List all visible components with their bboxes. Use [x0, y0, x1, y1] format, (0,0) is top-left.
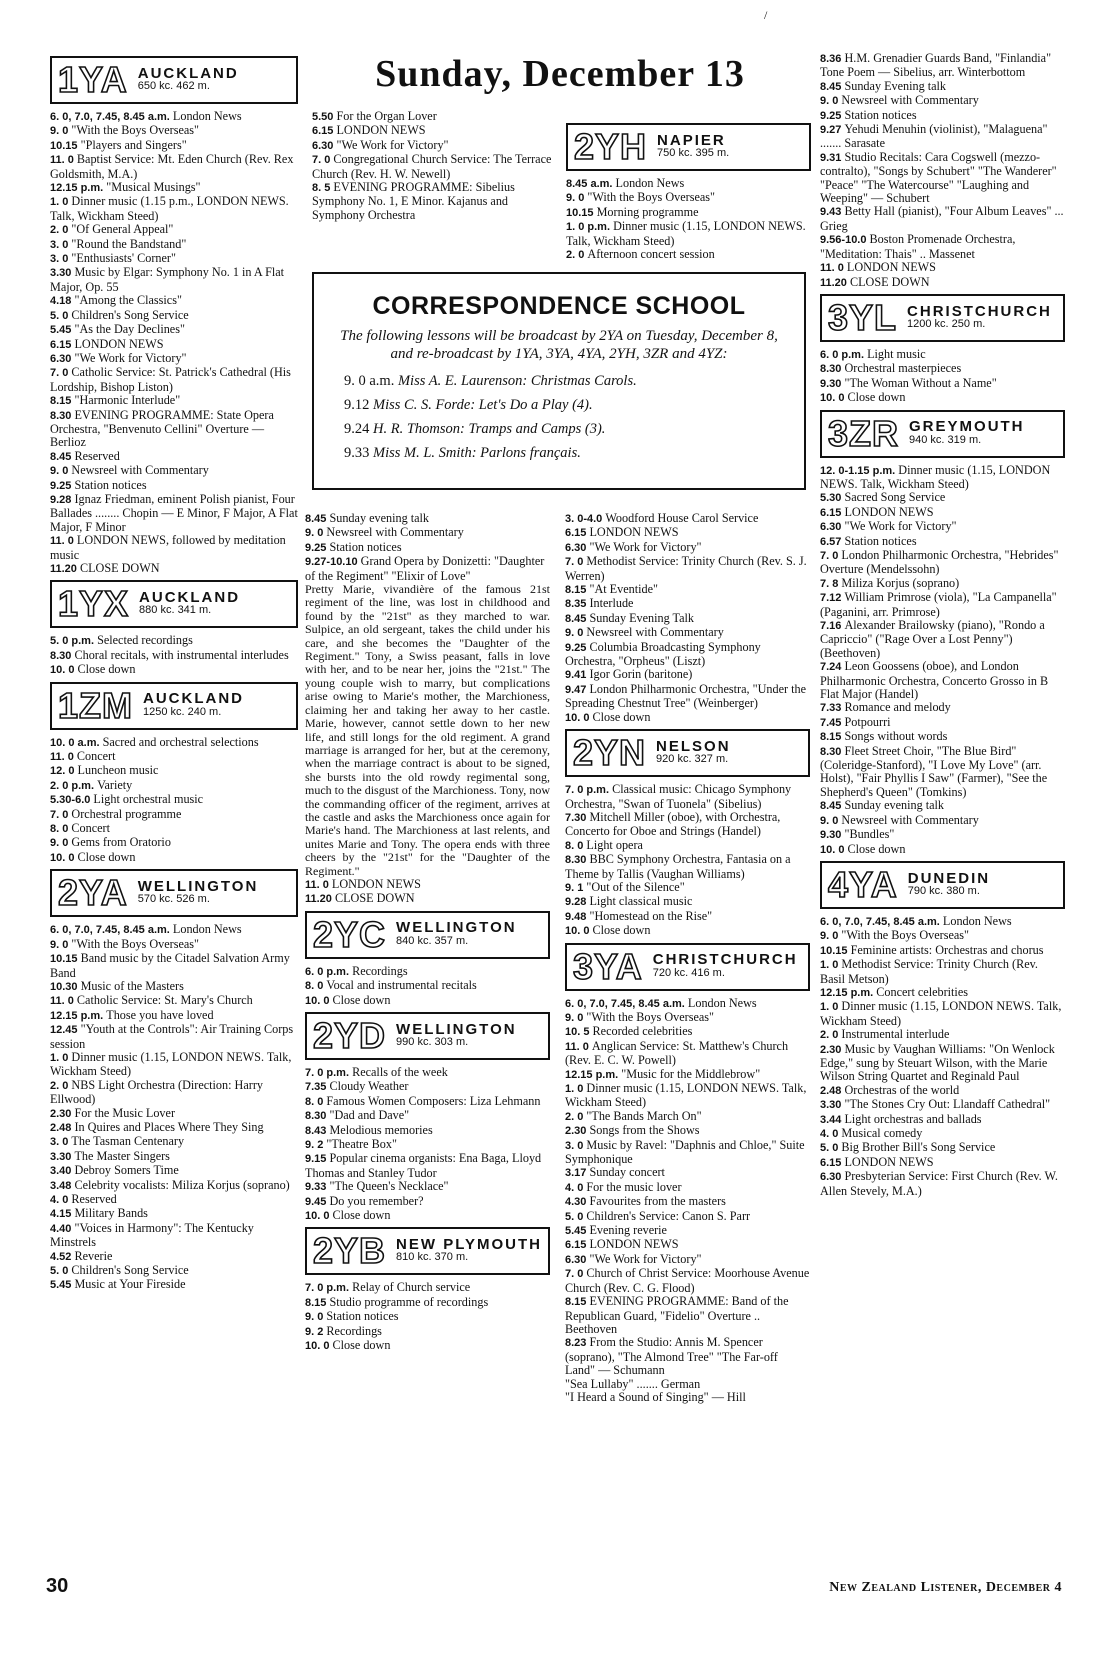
column-3-top	[566, 119, 811, 262]
lesson-item: 9. 0 a.m. Miss A. E. Laurenson: Christmas Carols.	[344, 373, 637, 389]
station-frequency: 880 kc. 341 m.	[139, 604, 212, 617]
schedule-entry: 6.15 LONDON NEWS	[565, 1237, 679, 1252]
schedule-entry: 11. 0 Concert	[50, 749, 116, 764]
station-header-2yn	[565, 729, 810, 777]
station-city: NEW PLYMOUTH	[396, 1236, 542, 1254]
schedule-entry: 9. 0 "With the Boys Overseas"	[566, 190, 715, 205]
station-logo: 3YA	[573, 945, 643, 987]
station-city: AUCKLAND	[139, 589, 241, 606]
schedule-entry: 3. 0 "Enthusiasts' Corner"	[50, 251, 176, 266]
schedule-entry: 9.48 "Homestead on the Rise"	[565, 908, 713, 923]
column-3-lower	[565, 512, 810, 1404]
schedule-entry: 8.45 Sunday evening talk	[820, 798, 944, 813]
schedule-entry: 9.28 Light classical music	[565, 894, 693, 909]
schedule-entry: 9.33 "The Queen's Necklace"	[305, 1179, 449, 1194]
schedule-entry: 5.30 Sacred Song Service	[820, 490, 946, 505]
schedule-entry: 6.30 Presbyterian Service: First Church (Rev. W. Allen Stevely, M.A.)	[820, 1169, 1058, 1198]
schedule-entry: 9.27-10.10 Grand Opera by Donizetti: "Daughter of the Regiment" "Elixir of Love"	[305, 554, 545, 583]
schedule-entry: 5. 0 Children's Service: Canon S. Parr	[565, 1208, 751, 1223]
schedule-entry: 2. 0 "The Bands March On"	[565, 1108, 702, 1123]
lesson-item: 9.33 Miss M. L. Smith: Parlons français.	[344, 445, 581, 461]
station-city: CHRISTCHURCH	[652, 951, 798, 969]
magazine-footer: New Zealand Listener, December 4	[829, 1580, 1062, 1595]
station-frequency: 1200 kc. 250 m.	[907, 317, 986, 330]
schedule-entry: 4. 0 Musical comedy	[820, 1126, 923, 1140]
schedule-3ya-continued	[820, 52, 1065, 290]
schedule-entry: 8. 0 Vocal and instrumental recitals	[305, 978, 477, 993]
schedule-entry: 7. 0 p.m. Recalls of the week	[305, 1065, 448, 1079]
page-number: 30	[46, 1575, 69, 1597]
schedule-entry: 3.30 The Master Singers	[50, 1148, 170, 1163]
schedule-entry: 9. 0 Station notices	[305, 1309, 399, 1324]
station-logo: 2YB	[313, 1230, 387, 1272]
station-frequency: 990 kc. 303 m.	[396, 1036, 469, 1048]
schedule-entry: 7.33 Romance and melody	[820, 700, 951, 715]
schedule-entry: 9.31 Studio Recitals: Cara Cogswell (mezzo-contralto), "Songs by Schubert" "The Wanderer" "Peace" "The Watercourse" "Laughing and Weeping" — Schubert	[820, 149, 1057, 206]
schedule-entry: 9.25 Station notices	[305, 539, 402, 554]
schedule-entry: 10. 0 Close down	[820, 841, 906, 856]
station-header-2yb	[305, 1227, 550, 1275]
opera-synopsis: Pretty Marie, vivandière of the famous 21st regiment of the line, was lost in childhood and found by the "21st" as they marched to war. Sulpice, an old sergeant, takes the child under his care, and she becomes the "Daughter of the Regiment." Tony, a Swiss peasant, falls in love with her, and to be near her, joins the "21st." The young couple wish to marry, but complications arise owing to Marie's mother, the Marchioness, claiming her and taking her away to her castle. Marie, however, cannot settle down to her new life, and still longs for the old regiment. A grand marriage is arranged for her, but at the ceremony, when the marriage contract is about to be signed, she bursts into the old rowdy regimental song, much to the disgust of the Marchioness. Tony, now the commanding officer of the regiment, arrives at the castle and asks the Marchioness once again for Marie's hand. The Marchioness at last relents, and unites Marie and Tony. The opera ends with three cheers by the "21st" for the "Daughter of the Regiment."	[305, 582, 550, 878]
schedule-entry: 3.30 "The Stones Cry Out: Llandaff Cathedral"	[820, 1097, 1051, 1112]
schedule-entry: 11. 0 Catholic Service: St. Mary's Church	[50, 993, 253, 1008]
schedule-entry: 1. 0 Dinner music (1.15, LONDON NEWS. Talk, Wickham Steed)	[50, 1049, 292, 1079]
station-city: DUNEDIN	[907, 869, 991, 887]
schedule-entry: 10.15 Band music by the Citadel Salvation Army Band	[50, 951, 290, 980]
schedule-entry: 3.17 Sunday concert	[565, 1165, 665, 1180]
schedule-entry: 9. 2 "Theatre Box"	[305, 1137, 397, 1152]
station-logo: 2YD	[313, 1015, 387, 1056]
schedule-entry: 3.48 Celebrity vocalists: Miliza Korjus (soprano)	[50, 1177, 290, 1192]
schedule-entry: 12. 0-1.15 p.m. Dinner music (1.15, LONDON NEWS. Talk, Wickham Steed)	[820, 462, 1051, 491]
schedule-entry: 10. 0 Close down	[305, 1338, 391, 1353]
column-2-lower	[305, 512, 550, 1354]
station-header-2ya	[50, 869, 298, 917]
station-city: AUCKLAND	[143, 690, 244, 708]
schedule-entry: 9. 0 Newsreel with Commentary	[305, 525, 464, 540]
station-frequency: 720 kc. 416 m.	[652, 966, 725, 979]
schedule-entry: 10. 0 Close down	[565, 709, 651, 724]
schedule-entry: 8.45 a.m. London News	[566, 176, 685, 190]
lesson-list	[344, 369, 786, 465]
correspondence-title: CORRESPONDENCE SCHOOL	[372, 292, 746, 320]
schedule-entry: 8.45 Sunday evening talk	[305, 511, 429, 525]
schedule-entry: 2.30 Songs from the Shows	[565, 1123, 700, 1138]
schedule-entry: 4.52 Reverie	[50, 1248, 113, 1263]
schedule-entry: 9.47 London Philharmonic Orchestra, "Under the Spreading Chestnut Tree" (Weinberger)	[565, 681, 806, 711]
schedule-entry: 4.18 "Among the Classics"	[50, 293, 182, 308]
schedule-entry: 9.43 Betty Hall (pianist), "Four Album Leaves" ... Grieg	[820, 204, 1064, 233]
schedule-entry: 4.15 Military Bands	[50, 1206, 148, 1221]
station-logo: 2YC	[313, 913, 387, 955]
schedule-entry: 9.25 Station notices	[820, 107, 917, 122]
schedule-2ya-continued	[312, 110, 557, 222]
schedule-2yd	[305, 1066, 550, 1223]
schedule-3yl	[820, 348, 1065, 406]
schedule-entry: 3.30 Music by Elgar: Symphony No. 1 in A Flat Major, Op. 55	[50, 265, 285, 294]
schedule-entry: 9.25 Station notices	[50, 477, 147, 492]
schedule-entry: 8.30 Choral recitals, with instrumental interludes	[50, 647, 289, 662]
corner-mark: /	[764, 8, 768, 22]
schedule-entry: 6. 0, 7.0, 7.45, 8.45 a.m. London News	[50, 922, 242, 937]
schedule-entry: 10. 0 Close down	[565, 923, 651, 938]
schedule-entry: 8.15 Songs without words	[820, 729, 948, 744]
schedule-1yx	[50, 634, 298, 677]
schedule-entry: 7.12 William Primrose (viola), "La Campanella" (Paganini, arr. Primrose)	[820, 590, 1057, 619]
schedule-entry: 8. 0 Light opera	[565, 837, 643, 852]
schedule-entry: 5.45 Evening reverie	[565, 1223, 667, 1238]
schedule-entry: 5. 0 Big Brother Bill's Song Service	[820, 1140, 996, 1155]
schedule-entry: 9.30 "Bundles"	[820, 827, 895, 842]
station-frequency: 810 kc. 370 m.	[396, 1251, 469, 1264]
schedule-entry: 5.45 Music at Your Fireside	[50, 1277, 186, 1292]
station-city: NAPIER	[657, 131, 726, 149]
lesson-item: 9.12 Miss C. S. Forde: Let's Do a Play (4).	[344, 397, 593, 413]
schedule-entry: 9.27 Yehudi Menuhin (violinist), "Malaguena" ....... Sarasate	[820, 122, 1048, 151]
schedule-entry: 6.15 LONDON NEWS	[50, 336, 164, 351]
schedule-entry: 7. 0 Catholic Service: St. Patrick's Cathedral (His Lordship, Bishop Liston)	[50, 365, 291, 394]
schedule-entry: 9. 0 "With the Boys Overseas"	[820, 928, 969, 943]
schedule-entry: 2. 0 p.m. Variety	[50, 777, 133, 792]
schedule-entry: 10.15 "Players and Singers"	[50, 137, 187, 152]
schedule-entry: 11. 0 LONDON NEWS	[820, 260, 936, 275]
station-frequency: 840 kc. 357 m.	[396, 934, 469, 947]
station-logo: 2YA	[58, 872, 128, 914]
schedule-entry: 6.57 Station notices	[820, 533, 917, 548]
schedule-entry: 2. 0 NBS Light Orchestra (Direction: Harry Ellwood)	[50, 1077, 263, 1107]
schedule-entry: 7. 0 p.m. Relay of Church service	[305, 1280, 471, 1295]
schedule-entry: 9. 0 Newsreel with Commentary	[565, 625, 724, 640]
schedule-entry: 6.30 "We Work for Victory"	[50, 350, 187, 365]
schedule-entry: 7. 0 p.m. Classical music: Chicago Symphony Orchestra, "Swan of Tuonela" (Sibelius)	[565, 782, 792, 811]
schedule-entry: 8.36 H.M. Grenadier Guards Band, "Finlandia" Tone Poem — Sibelius, arr. Winterbottom	[820, 51, 1052, 80]
schedule-entry: 12. 0 Luncheon music	[50, 763, 159, 778]
schedule-entry: 11. 0 LONDON NEWS, followed by meditation music	[50, 533, 286, 562]
station-frequency: 570 kc. 526 m.	[137, 893, 210, 906]
schedule-entry: 7.24 Leon Goossens (oboe), and London Philharmonic Orchestra, Concerto Grosso in B Flat Major (Handel)	[820, 659, 1049, 702]
schedule-entry: 9. 0 "With the Boys Overseas"	[565, 1009, 714, 1024]
schedule-entry: 7.30 Mitchell Miller (oboe), with Orchestra, Concerto for Oboe and Strings (Handel)	[565, 809, 781, 839]
station-header-3ya	[565, 943, 810, 991]
schedule-entry: 12.45 "Youth at the Controls": Air Training Corps session	[50, 1022, 294, 1051]
schedule-entry: 2.48 Orchestras of the world	[820, 1082, 960, 1097]
schedule-2yh-close	[305, 878, 550, 907]
schedule-entry: 8.43 Melodious memories	[305, 1122, 433, 1137]
station-frequency: 750 kc. 395 m.	[657, 147, 730, 159]
schedule-entry: 1. 0 p.m. Dinner music (1.15, LONDON NEWS. Talk, Wickham Steed)	[566, 219, 806, 248]
schedule-entry: 10. 5 Recorded celebrities	[565, 1024, 693, 1039]
schedule-entry: 6.15 LONDON NEWS	[820, 504, 934, 519]
station-header-1yx	[50, 580, 298, 628]
schedule-entry: 10. 0 Close down	[50, 849, 136, 864]
schedule-entry: 10. 0 Close down	[820, 390, 906, 405]
page-headline: Sunday, December 13	[375, 53, 745, 95]
schedule-entry: 8.35 Interlude	[565, 596, 634, 611]
schedule-entry: 9. 1 "Out of the Silence"	[565, 879, 685, 894]
schedule-entry: 3. 0-4.0 Woodford House Carol Service	[565, 511, 759, 525]
schedule-entry: 8. 5 EVENING PROGRAMME: Sibelius Symphony No. 1, E Minor. Kajanus and Symphony Orchestra	[312, 180, 515, 222]
schedule-2yh	[566, 177, 811, 262]
station-city: AUCKLAND	[137, 64, 239, 82]
schedule-entry: 8. 0 Concert	[50, 821, 110, 836]
schedule-entry: 6. 0, 7.0, 7.45, 8.45 a.m. London News	[820, 913, 1012, 928]
schedule-entry: 9.15 Popular cinema organists: Ena Baga, Lloyd Thomas and Stanley Tudor	[305, 1151, 542, 1180]
station-header-4ya	[820, 861, 1065, 909]
schedule-entry: 8.30 EVENING PROGRAMME: State Opera Orchestra, "Benvenuto Cellini" Overture — Berlioz	[50, 407, 274, 450]
schedule-entry: 3.40 Debroy Somers Time	[50, 1163, 179, 1178]
schedule-entry: 8.45 Reserved	[50, 448, 120, 463]
schedule-entry: 8.30 Orchestral masterpieces	[820, 361, 962, 376]
schedule-entry: 6. 0 p.m. Light music	[820, 346, 926, 361]
station-frequency: 790 kc. 380 m.	[907, 884, 980, 897]
schedule-3zr	[820, 464, 1065, 857]
station-header-1zm	[50, 682, 298, 730]
station-logo: 2YH	[574, 126, 648, 167]
schedule-entry: 11.20 CLOSE DOWN	[50, 561, 160, 575]
schedule-entry: "I Heard a Sound of Singing" — Hill	[565, 1389, 746, 1404]
schedule-entry: 12.15 p.m. "Music for the Middlebrow"	[565, 1066, 761, 1081]
station-city: WELLINGTON	[396, 1020, 517, 1038]
schedule-4ya	[820, 915, 1065, 1198]
schedule-entry: 8.30 Fleet Street Choir, "The Blue Bird" (Coleridge-Stanford), "I Love My Love" (arr. Holst), "Fair Phyllis I Saw" (Farmer), "See the Shepherd's Queen" (Tomkins)	[820, 743, 1048, 799]
schedule-entry: 6.30 "We Work for Victory"	[565, 1251, 702, 1266]
schedule-2yn	[565, 783, 810, 938]
schedule-entry: 5.45 "As the Day Declines"	[50, 322, 185, 337]
station-logo: 4YA	[828, 863, 898, 905]
schedule-entry: 2. 0 "Of General Appeal"	[50, 222, 174, 237]
schedule-entry: 11.20 CLOSE DOWN	[820, 274, 930, 289]
schedule-entry: 8. 0 Famous Women Composers: Liza Lehmann	[305, 1093, 541, 1108]
schedule-entry: 3. 0 "Round the Bandstand"	[50, 236, 187, 251]
schedule-entry: 10. 0 a.m. Sacred and orchestral selections	[50, 734, 259, 749]
schedule-entry: 8.45 Sunday Evening Talk	[565, 610, 695, 625]
station-header-1ya	[50, 56, 298, 104]
schedule-entry: 2.30 Music by Vaughan Williams: "On Wenlock Edge," sung by Steuart Wilson, with the Marie Wilson String Quartet and Reginald Paul	[820, 1041, 1055, 1084]
schedule-entry: 5. 0 Children's Song Service	[50, 307, 189, 322]
schedule-entry: 8.15 "Harmonic Interlude"	[50, 393, 181, 408]
schedule-entry: 6.15 LONDON NEWS	[312, 123, 426, 138]
schedule-2yh-afternoon	[565, 512, 810, 725]
schedule-entry: 7. 0 Methodist Service: Trinity Church (Rev. S. J. Werren)	[565, 554, 807, 583]
schedule-entry: 5. 0 Children's Song Service	[50, 1263, 189, 1278]
schedule-entry: 8.30 BBC Symphony Orchestra, Fantasia on a Theme by Tallis (Vaughan Williams)	[565, 852, 791, 881]
schedule-entry: 9.56-10.0 Boston Promenade Orchestra, "Meditation: Thais" .. Massenet	[820, 232, 1016, 261]
schedule-entry: 10. 0 Close down	[50, 662, 136, 677]
schedule-entry: 2. 0 Instrumental interlude	[820, 1027, 950, 1042]
schedule-entry: 10.30 Music of the Masters	[50, 978, 184, 993]
schedule-1zm	[50, 736, 298, 866]
schedule-entry: 9.45 Do you remember?	[305, 1193, 424, 1208]
schedule-2yh-evening	[305, 512, 550, 583]
station-header-2yd	[305, 1012, 550, 1060]
station-city: WELLINGTON	[137, 877, 259, 895]
schedule-entry: 2.30 For the Music Lover	[50, 1105, 175, 1120]
station-logo: 1ZM	[58, 684, 133, 726]
schedule-entry: 4.40 "Voices in Harmony": The Kentucky Minstrels	[50, 1220, 254, 1250]
schedule-2yc	[305, 965, 550, 1008]
schedule-entry: 6.30 "We Work for Victory"	[565, 539, 702, 554]
schedule-1ya	[50, 110, 298, 576]
schedule-entry: 9. 0 "With the Boys Overseas"	[50, 123, 199, 138]
schedule-entry: 6.30 "We Work for Victory"	[820, 519, 957, 534]
station-header-3yl	[820, 294, 1065, 342]
schedule-entry: 9. 0 Newsreel with Commentary	[820, 93, 979, 108]
correspondence-intro: The following lessons will be broadcast by 2YA on Tuesday, December 8, and re-broadcast by 1YA, 3YA, 4YA, 2YH, 3ZR and 4YZ:	[340, 328, 778, 362]
schedule-entry: 8.23 From the Studio: Annis M. Spencer (soprano), "The Almond Tree" "The Far-off Land" — Schumann	[565, 1335, 778, 1378]
schedule-entry: 9.28 Ignaz Friedman, eminent Polish pianist, Four Ballades ........ Chopin — E Minor, F Major, A Flat Major, F Minor	[50, 491, 298, 534]
schedule-2ya	[50, 923, 298, 1293]
schedule-entry: 8.15 Studio programme of recordings	[305, 1294, 489, 1309]
schedule-entry: 6. 0 p.m. Recordings	[305, 963, 408, 978]
schedule-entry: 6.15 LONDON NEWS	[565, 525, 679, 540]
schedule-entry: 3.44 Light orchestras and ballads	[820, 1111, 982, 1126]
schedule-entry: 6. 0, 7.0, 7.45, 8.45 a.m. London News	[50, 109, 242, 123]
schedule-entry: 7. 0 London Philharmonic Orchestra, "Hebrides" Overture (Mendelssohn)	[820, 547, 1059, 577]
schedule-entry: 9. 0 Newsreel with Commentary	[50, 463, 209, 478]
column-1	[50, 52, 298, 1293]
schedule-entry: 7.45 Potpourri	[820, 714, 891, 729]
schedule-entry: 9. 0 "With the Boys Overseas"	[50, 936, 199, 951]
station-header-3zr	[820, 410, 1065, 458]
schedule-entry: "Sea Lullaby" ....... German	[565, 1376, 701, 1391]
schedule-entry: 10.15 Feminine artists: Orchestras and chorus	[820, 942, 1044, 957]
schedule-entry: 6. 0, 7.0, 7.45, 8.45 a.m. London News	[565, 995, 757, 1010]
schedule-entry: 7. 0 Orchestral programme	[50, 806, 182, 821]
schedule-entry: 5. 0 p.m. Selected recordings	[50, 633, 193, 648]
schedule-entry: 3. 0 The Tasman Centenary	[50, 1134, 185, 1149]
schedule-entry: 6.30 "We Work for Victory"	[312, 137, 449, 152]
station-frequency: 920 kc. 327 m.	[656, 753, 729, 766]
schedule-entry: 9.41 Igor Gorin (baritone)	[565, 667, 693, 682]
schedule-entry: 7.16 Alexander Brailowsky (piano), "Rondo a Capriccio" ("Rage Over a Lost Penny") (Beethoven)	[820, 618, 1045, 660]
station-logo: 3ZR	[828, 412, 900, 454]
station-city: NELSON	[656, 737, 731, 755]
schedule-entry: 7. 8 Miliza Korjus (soprano)	[820, 575, 960, 590]
correspondence-school-box	[312, 272, 806, 490]
schedule-entry: 4. 0 For the music lover	[565, 1179, 682, 1194]
schedule-entry: 10. 0 Close down	[305, 1208, 391, 1223]
station-logo: 2YN	[573, 732, 647, 774]
schedule-entry: 9.30 "The Woman Without a Name"	[820, 375, 997, 390]
schedule-entry: 5.50 For the Organ Lover	[312, 109, 437, 123]
schedule-entry: 12.15 p.m. "Musical Musings"	[50, 180, 201, 195]
column-2-top	[312, 110, 557, 222]
schedule-3ya	[565, 997, 810, 1405]
schedule-entry: 7. 0 Congregational Church Service: The Terrace Church (Rev. H. W. Newell)	[312, 152, 552, 181]
schedule-entry: 9. 0 Gems from Oratorio	[50, 835, 171, 850]
schedule-entry: 7.35 Cloudy Weather	[305, 1079, 409, 1094]
schedule-entry: 8.15 "At Eventide"	[565, 582, 658, 597]
schedule-entry: 1. 0 Methodist Service: Trinity Church (Rev. Basil Metson)	[820, 957, 1038, 986]
schedule-entry: 1. 0 Dinner music (1.15, LONDON NEWS. Talk, Wickham Steed)	[565, 1081, 807, 1110]
schedule-entry: 11. 0 LONDON NEWS	[305, 876, 421, 891]
schedule-entry: 8.15 EVENING PROGRAMME: Band of the Republican Guard, "Fidelio" Overture .. Beethoven	[565, 1294, 789, 1336]
schedule-entry: 5.30-6.0 Light orchestral music	[50, 792, 204, 807]
station-frequency: 1250 kc. 240 m.	[143, 705, 222, 718]
lesson-item: 9.24 H. R. Thomson: Tramps and Camps (3).	[344, 421, 606, 437]
station-frequency: 940 kc. 319 m.	[909, 433, 982, 446]
schedule-entry: 8.45 Sunday Evening talk	[820, 78, 947, 93]
column-4	[820, 52, 1065, 1198]
schedule-entry: 9.25 Columbia Broadcasting Symphony Orchestra, "Orpheus" (Liszt)	[565, 639, 761, 669]
schedule-entry: 8.30 "Dad and Dave"	[305, 1108, 410, 1123]
station-frequency: 650 kc. 462 m.	[137, 80, 210, 92]
station-city: CHRISTCHURCH	[907, 302, 1052, 320]
schedule-entry: 12.15 p.m. Those you have loved	[50, 1007, 214, 1022]
station-header-2yh	[566, 123, 811, 171]
schedule-entry: 2.48 In Quires and Places Where They Sing	[50, 1119, 264, 1134]
schedule-entry: 3. 0 Music by Ravel: "Daphnis and Chloe," Suite Symphonique	[565, 1137, 805, 1167]
schedule-entry: 1. 0 Dinner music (1.15, LONDON NEWS. Talk, Wickham Steed)	[820, 999, 1062, 1028]
station-logo: 1YA	[58, 59, 128, 100]
schedule-entry: 11.20 CLOSE DOWN	[305, 891, 415, 906]
schedule-entry: 9. 2 Recordings	[305, 1323, 382, 1338]
schedule-entry: 9. 0 Newsreel with Commentary	[820, 812, 979, 827]
schedule-entry: 4. 0 Reserved	[50, 1192, 117, 1206]
schedule-2yb	[305, 1281, 550, 1353]
station-header-2yc	[305, 911, 550, 959]
station-city: GREYMOUTH	[909, 418, 1025, 436]
schedule-entry: 2. 0 Afternoon concert session	[566, 247, 715, 262]
schedule-entry: 11. 0 Anglican Service: St. Matthew's Church (Rev. E. C. W. Powell)	[565, 1038, 789, 1068]
station-logo: 3YL	[828, 296, 898, 338]
station-city: WELLINGTON	[396, 919, 517, 937]
schedule-entry: 12.15 p.m. Concert celebrities	[820, 984, 968, 999]
station-logo: 1YX	[58, 583, 130, 625]
schedule-entry: 1. 0 Dinner music (1.15 p.m., LONDON NEWS. Talk, Wickham Steed)	[50, 194, 289, 223]
schedule-entry: 6.15 LONDON NEWS	[820, 1154, 934, 1169]
schedule-entry: 10.15 Morning programme	[566, 204, 699, 219]
schedule-entry: 10. 0 Close down	[305, 992, 391, 1007]
schedule-entry: 4.30 Favourites from the masters	[565, 1194, 726, 1209]
schedule-entry: 7. 0 Church of Christ Service: Moorhouse Avenue Church (Rev. C. G. Flood)	[565, 1266, 810, 1295]
schedule-entry: 11. 0 Baptist Service: Mt. Eden Church (Rev. Rex Goldsmith, M.A.)	[50, 152, 294, 181]
